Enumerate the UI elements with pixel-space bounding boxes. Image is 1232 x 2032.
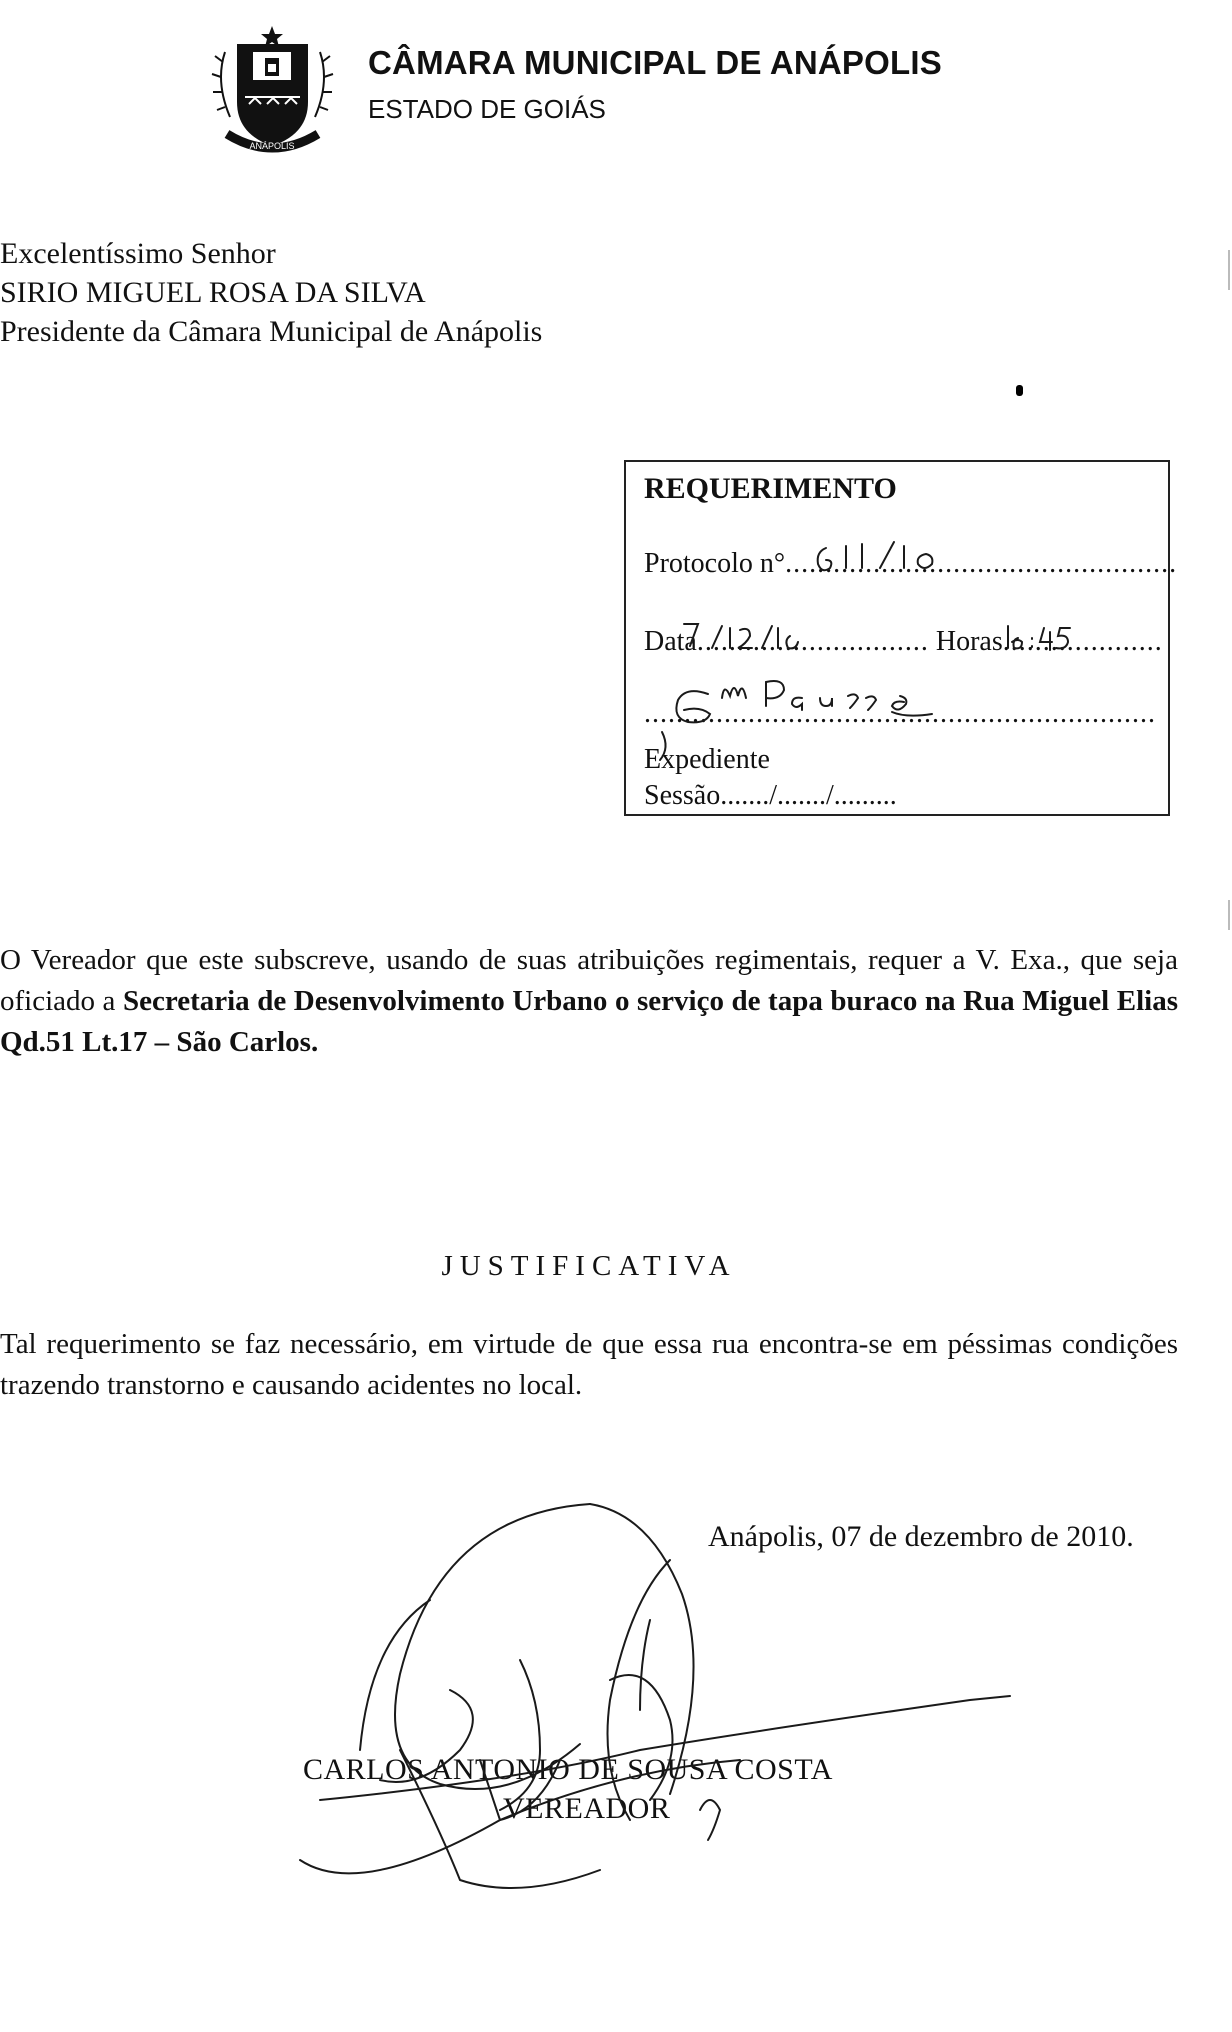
- addressee-salutation: Excelentíssimo Senhor: [0, 237, 276, 270]
- requerimento-stamp-box: [624, 460, 1178, 816]
- scan-edge-mark: [1228, 250, 1230, 290]
- scan-edge-mark: [1228, 900, 1230, 930]
- sessao-line: Sessão......./......./.........: [644, 780, 897, 811]
- signer-name: CARLOS ANTONIO DE SOUSA COSTA: [303, 1753, 833, 1786]
- expediente-label: Expediente: [644, 744, 770, 775]
- data-horas-line: Data............................. Horas....................: [644, 626, 1163, 657]
- justificativa-text: Tal requerimento se faz necessário, em virtude de que essa rua encontra-se em péssimas condições trazendo transtorno e causando acidentes no local.: [0, 1328, 1178, 1401]
- request-intro-text: O Vereador que este subscreve, usando de suas atribuições regimentais, requer a V. Exa., que seja oficiado a: [0, 944, 1178, 1017]
- handwritten-signature: [280, 1500, 1040, 1900]
- addressee-block: [0, 234, 542, 351]
- note-line: ................................................................: [644, 698, 1156, 729]
- request-body-paragraph: [0, 940, 1178, 1063]
- ink-dot: [1016, 385, 1023, 396]
- request-bold-text: Secretaria de Desenvolvimento Urbano o serviço de tapa buraco na Rua Miguel Elias Qd.51 Lt.17 – São Carlos.: [0, 985, 1178, 1058]
- crest-text: ANÁPOLIS: [249, 141, 295, 151]
- org-state: ESTADO DE GOIÁS: [368, 94, 606, 124]
- protocolo-line: Protocolo n°.................................................: [644, 548, 1178, 579]
- data-label: Data: [644, 626, 697, 657]
- requerimento-title: REQUERIMENTO: [644, 472, 897, 505]
- org-name: CÂMARA MUNICIPAL DE ANÁPOLIS: [368, 44, 942, 81]
- justificativa-heading: JUSTIFICATIVA: [441, 1250, 737, 1282]
- place-date: Anápolis, 07 de dezembro de 2010.: [708, 1520, 1134, 1553]
- addressee-name: SIRIO MIGUEL ROSA DA SILVA: [0, 276, 426, 309]
- addressee-title: Presidente da Câmara Municipal de Anápolis: [0, 315, 543, 348]
- protocolo-label: Protocolo n°: [644, 548, 786, 579]
- crest-emblem-icon: [205, 22, 340, 157]
- signer-role: VEREADOR: [503, 1792, 671, 1825]
- horas-label: Horas: [935, 626, 1003, 657]
